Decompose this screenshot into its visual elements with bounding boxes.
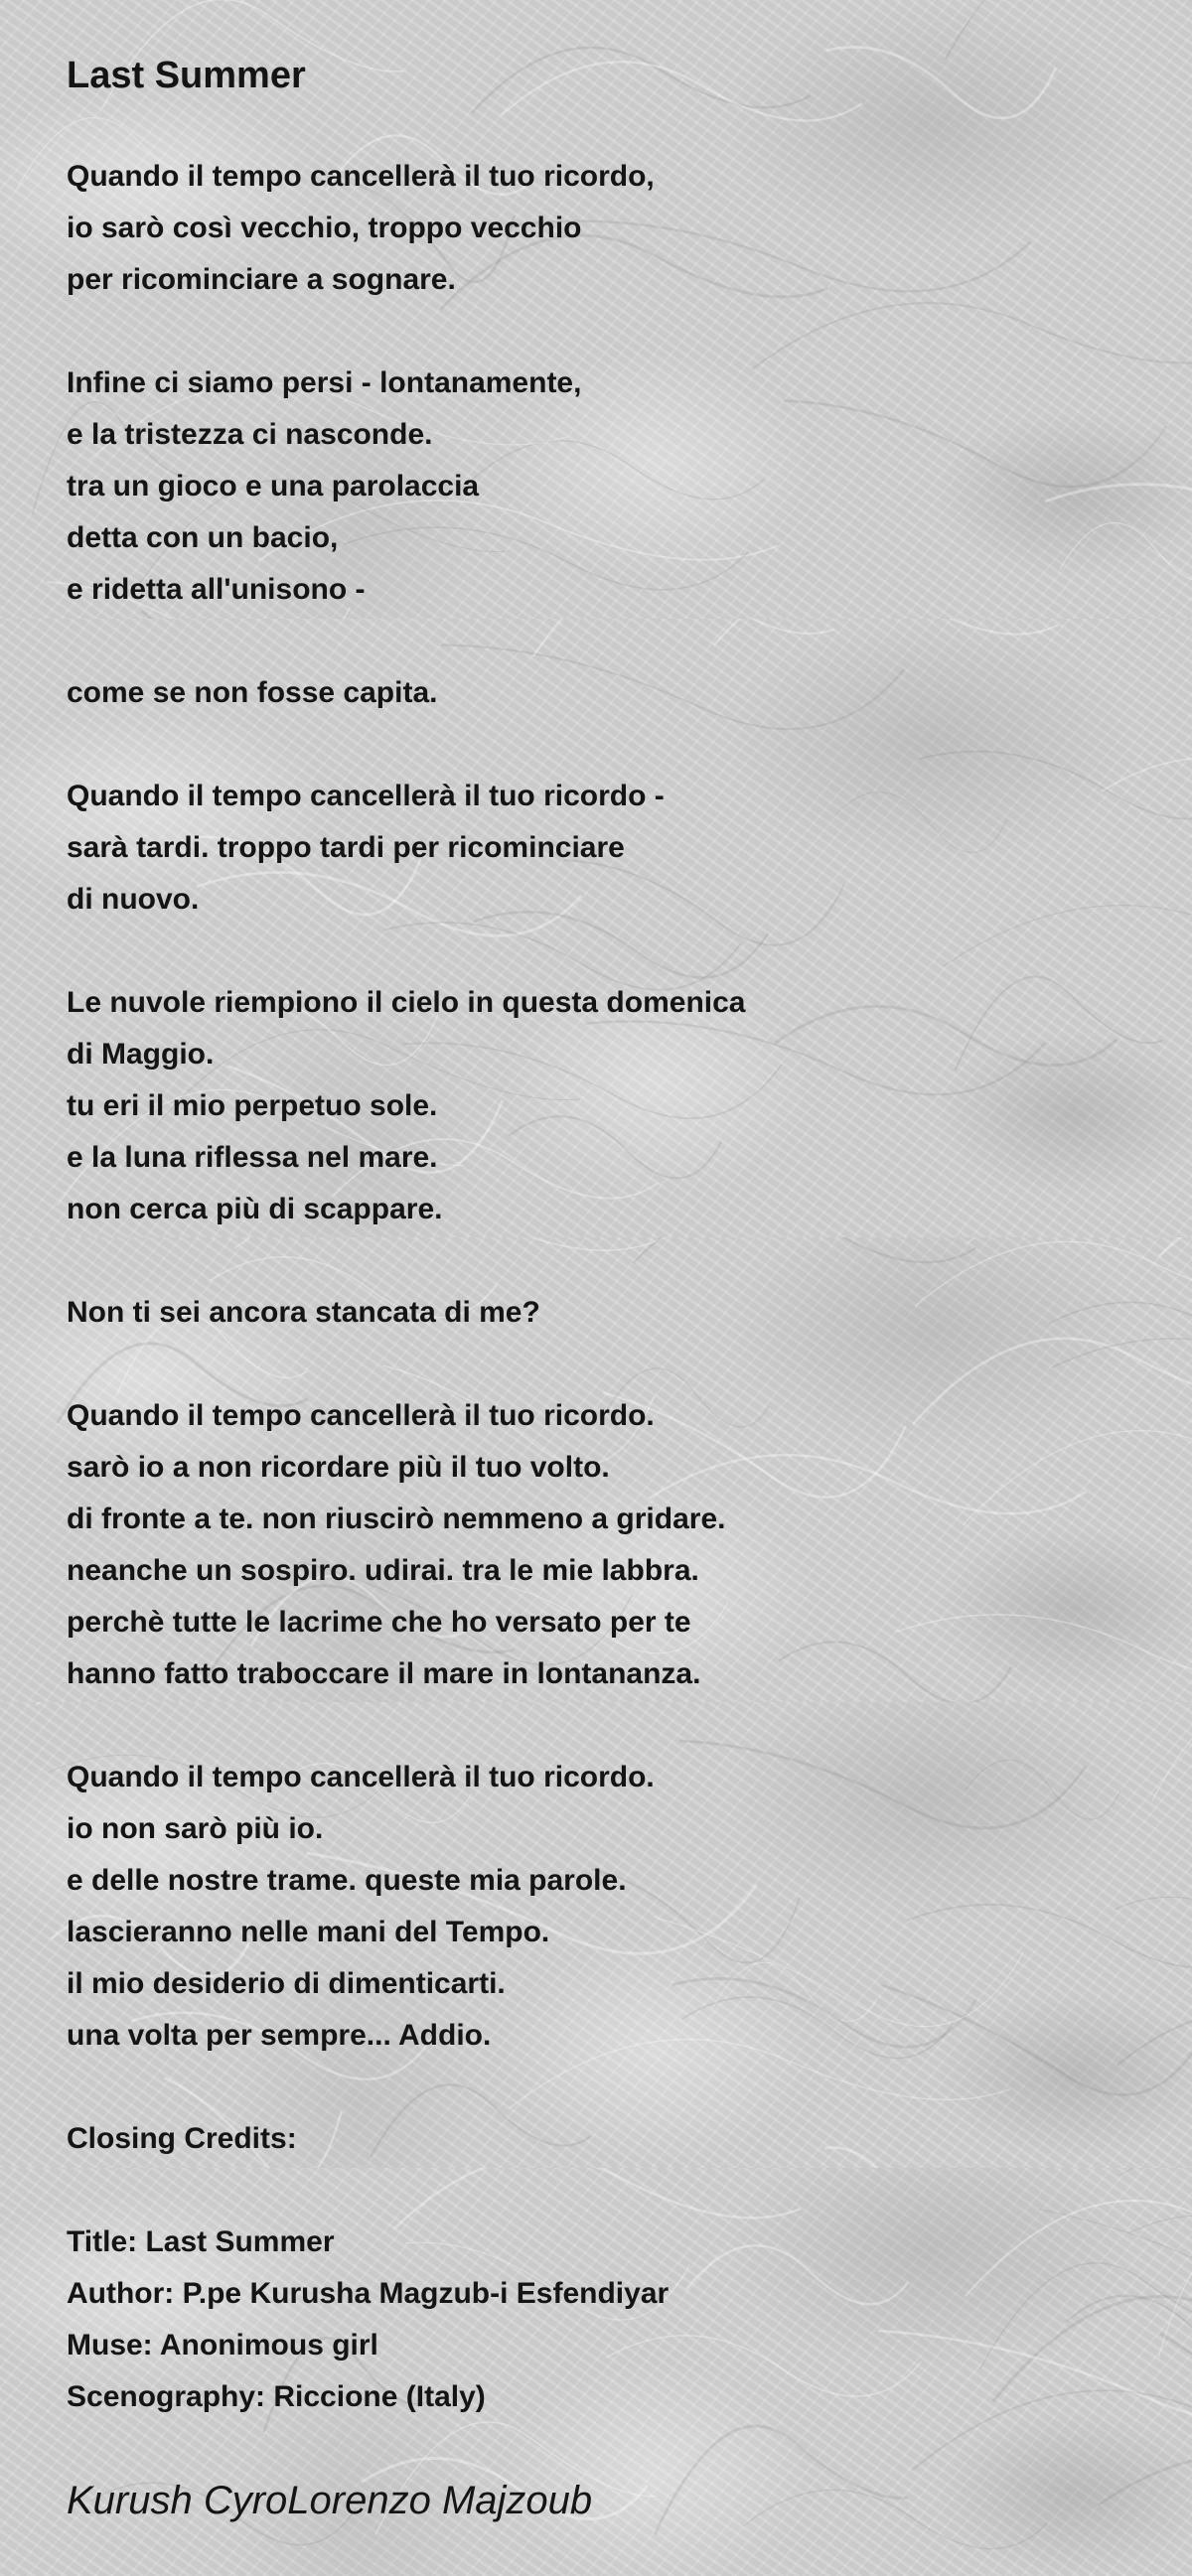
poem-line: e la luna riflessa nel mare. xyxy=(67,1141,438,1174)
poem-line: tra un gioco e una parolaccia xyxy=(67,470,480,502)
poem-line: il mio desiderio di dimenticarti. xyxy=(67,1967,506,2000)
poem-line: una volta per sempre... Addio. xyxy=(67,2019,492,2052)
poem-line: tu eri il mio perpetuo sole. xyxy=(67,1089,438,1122)
stanza-break xyxy=(67,616,745,667)
poem-line: detta con un bacio, xyxy=(67,521,339,554)
stanza-break xyxy=(67,2165,745,2217)
poem-line: Author: P.pe Kurusha Magzub-i Esfendiyar xyxy=(67,2277,670,2310)
poem-line: Title: Last Summer xyxy=(67,2225,335,2258)
poem-line: Infine ci siamo persi - lontanamente, xyxy=(67,366,582,399)
poem-line: neanche un sospiro. udirai. tra le mie labbra. xyxy=(67,1554,699,1587)
poem-line: sarà tardi. troppo tardi per ricominciare xyxy=(67,831,625,864)
poem-title: Last Summer xyxy=(67,55,306,96)
poem-line: sarò io a non ricordare più il tuo volto. xyxy=(67,1451,610,1484)
poem-line: come se non fosse capita. xyxy=(67,676,438,709)
stanza-break xyxy=(67,1235,745,1287)
stanza-break xyxy=(67,306,745,358)
stanza-break xyxy=(67,2062,745,2113)
poem-line: Scenography: Riccione (Italy) xyxy=(67,2380,486,2413)
poem-line: perchè tutte le lacrime che ho versato per te xyxy=(67,1606,691,1639)
poem-line: lascieranno nelle mani del Tempo. xyxy=(67,1916,550,1948)
stanza-break xyxy=(67,719,745,771)
poem-line: Quando il tempo cancellerà il tuo ricordo. xyxy=(67,1761,655,1793)
stanza-break xyxy=(67,926,745,977)
poem-line: io non sarò più io. xyxy=(67,1812,324,1845)
poem-line: Quando il tempo cancellerà il tuo ricordo - xyxy=(67,780,665,812)
poem-line: di nuovo. xyxy=(67,883,200,916)
poem-line: Muse: Anonimous girl xyxy=(67,2329,378,2361)
poem-line: Le nuvole riempiono il cielo in questa domenica xyxy=(67,986,746,1019)
poem-line: Quando il tempo cancellerà il tuo ricordo, xyxy=(67,160,655,193)
poem-line: di Maggio. xyxy=(67,1038,215,1071)
author-signature: Kurush CyroLorenzo Majzoub xyxy=(67,2479,593,2522)
poem-line: non cerca più di scappare. xyxy=(67,1193,443,1225)
poem-body xyxy=(67,151,745,2423)
poem-line: e delle nostre trame. queste mia parole. xyxy=(67,1864,627,1897)
poem-line: Non ti sei ancora stancata di me? xyxy=(67,1296,540,1329)
stanza-break xyxy=(67,1339,745,1390)
poem-line: di fronte a te. non riuscirò nemmeno a gridare. xyxy=(67,1503,726,1535)
stanza-break xyxy=(67,1700,745,1752)
poem-line: Closing Credits: xyxy=(67,2122,297,2155)
poem-line: hanno fatto traboccare il mare in lontananza. xyxy=(67,1657,701,1690)
poem-line: io sarò così vecchio, troppo vecchio xyxy=(67,212,582,244)
poem-line: e ridetta all'unisono - xyxy=(67,573,366,606)
poem-line: Quando il tempo cancellerà il tuo ricordo. xyxy=(67,1399,655,1432)
poem-line: e la tristezza ci nasconde. xyxy=(67,418,433,451)
poem-line: per ricominciare a sognare. xyxy=(67,263,456,296)
